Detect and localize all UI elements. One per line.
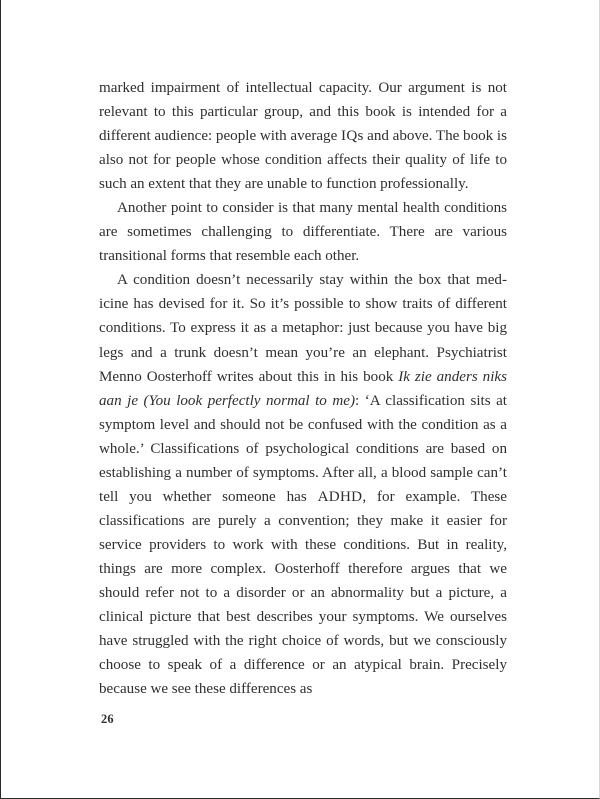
para-2 [99, 196, 507, 268]
text-run: s and above. The book is also not for people whose condition affects their quality of life to such an extent that they are unable to function professionally. [99, 128, 507, 193]
text-run: A condition doesn’t necessarily stay within the box that medicine has devised for it. So it’s possible to show traits of different conditions. To express it as a metaphor: just because you have big legs and a trunk doesn’t mean you’re an elephant. Psychiatrist Menno Oosterhoff writes about this in his book [99, 272, 507, 385]
small-caps-run: IQ [341, 128, 358, 145]
small-caps-run: ADHD [317, 488, 363, 505]
page-number: 26 [101, 712, 114, 726]
para-1 [99, 76, 507, 196]
text-run: marked impairment of intellectual capacity. Our argument is not relevant to this particular group, and this book is intended for a different audience: people with average [99, 80, 507, 145]
para-3 [99, 268, 507, 701]
text-run: : ‘A classification sits at symptom level and should not be confused with the condition as a whole.’ Classifications of psychological conditions are based on establishing a number of symptoms. After all, a blood sample can’t tell you whether someone has [99, 392, 507, 505]
text-run: Another point to consider is that many mental health conditions are sometimes challenging to differentiate. There are various transitional forms that resemble each other. [99, 200, 507, 265]
body-text-column [99, 76, 507, 701]
italic-run: Ik zie anders niks aan je (You look perfectly normal to me) [99, 368, 507, 409]
text-run: , for example. These classifications are purely a convention; they make it easier for service providers to work with these conditions. But in reality, things are more complex. Oosterhoff therefore argues that we should refer not to a disorder or an abnormality but a picture, a clinical picture that best describes your symptoms. We ourselves have struggled with the right choice of words, but we consciously choose to speak of a difference or an atypical brain. Precisely because we see these differences as [99, 488, 507, 698]
